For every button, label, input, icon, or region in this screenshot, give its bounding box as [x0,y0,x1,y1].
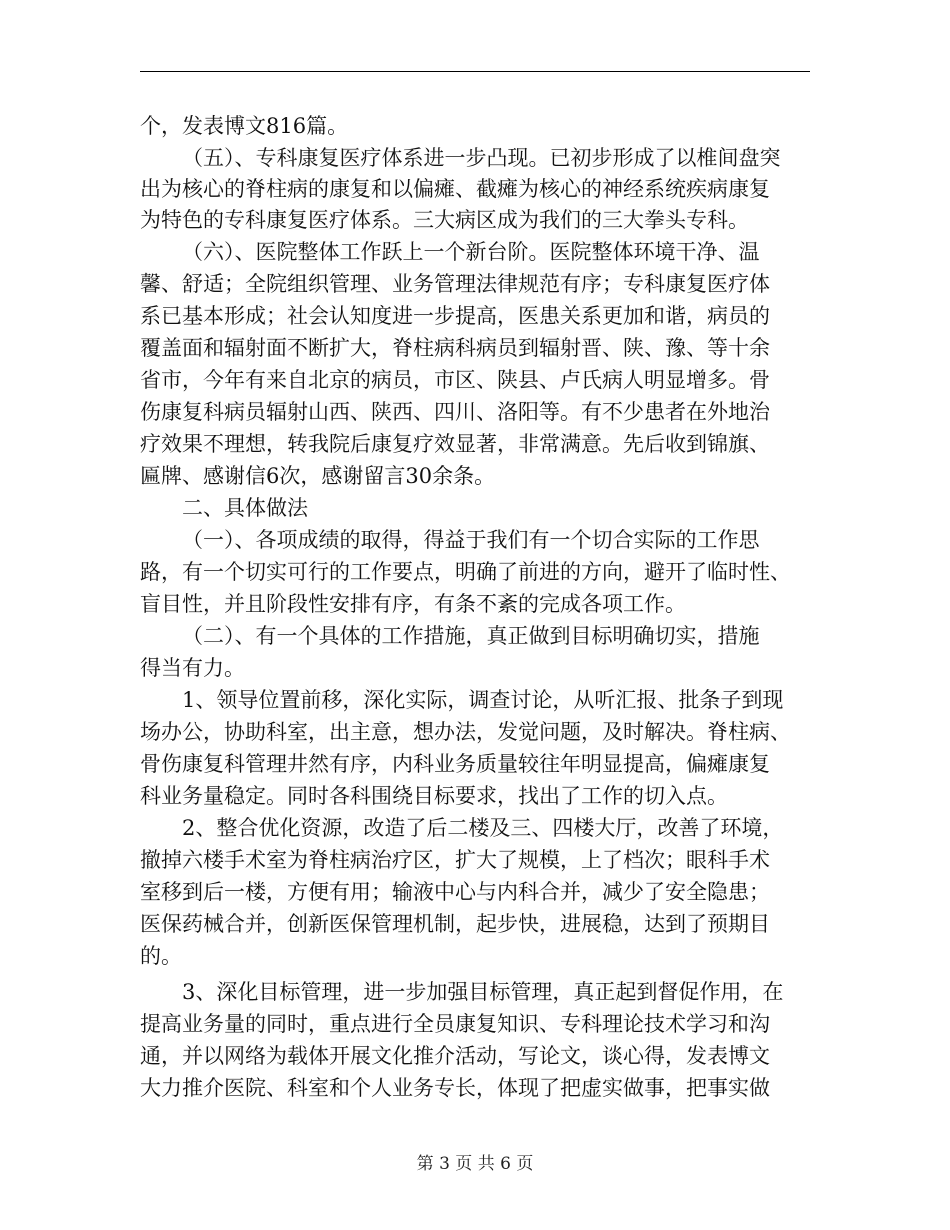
text-line: 2、整合优化资源，改造了后二楼及三、四楼大厅，改善了环境， [182,816,784,840]
text-line: 场办公，协助科室，出主意，想办法，发觉问题，及时解决。脊柱病、 [140,720,791,744]
header-rule [140,71,810,72]
text-line: 1、领导位置前移，深化实际，调查讨论，从听汇报、批条子到现 [182,688,784,712]
text-line: （五）、专科康复医疗体系进一步凸现。已初步形成了以椎间盘突 [182,146,781,170]
text-line: 大力推介医院、科室和个人业务专长，体现了把虚实做事，把事实做 [140,1076,770,1100]
text-line: 覆盖面和辐射面不断扩大，脊柱病科病员到辐射晋、陕、豫、等十余 [140,336,770,360]
text-line: 为特色的专科康复医疗体系。三大病区成为我们的三大拳头专科。 [140,208,749,232]
text-line: 系已基本形成；社会认知度进一步提高，医患关系更加和谐，病员的 [140,304,770,328]
text-line: 出为核心的脊柱病的康复和以偏瘫、截瘫为核心的神经系统疾病康复 [140,177,770,201]
text-line: 路，有一个切实可行的工作要点，明确了前进的方向，避开了临时性、 [140,560,791,584]
text-line: （一）、各项成绩的取得，得益于我们有一个切合实际的工作思 [182,528,760,552]
text-line: 的。 [140,944,182,968]
text-line: 得当有力。 [140,656,245,680]
text-line: 匾牌、感谢信6次，感谢留言30余条。 [140,464,496,488]
text-line: 二、具体做法 [182,496,308,520]
text-line: 骨伤康复科管理井然有序，内科业务质量较往年明显提高，偏瘫康复 [140,752,770,776]
text-line: 室移到后一楼，方便有用；输液中心与内科合并，减少了安全隐患； [140,880,770,904]
text-line: 通，并以网络为载体开展文化推介活动，写论文，谈心得，发表博文 [140,1044,770,1068]
text-line: 馨、舒适；全院组织管理、业务管理法律规范有序；专科康复医疗体 [140,272,770,296]
text-line: 疗效果不理想，转我院后康复疗效显著，非常满意。先后收到锦旗、 [140,432,770,456]
text-line: （六）、医院整体工作跃上一个新台阶。医院整体环境干净、温 [182,240,760,264]
text-line: 盲目性，并且阶段性安排有序，有条不紊的完成各项工作。 [140,592,686,616]
text-line: 伤康复科病员辐射山西、陕西、四川、洛阳等。有不少患者在外地治 [140,400,770,424]
text-line: 撤掉六楼手术室为脊柱病治疗区，扩大了规模，上了档次；眼科手术 [140,848,770,872]
text-line: 3、深化目标管理，进一步加强目标管理，真正起到督促作用，在 [182,980,784,1004]
text-line: 个，发表博文816篇。 [140,114,349,138]
text-line: （二）、有一个具体的工作措施，真正做到目标明确切实，措施 [182,624,760,648]
text-line: 提高业务量的同时，重点进行全员康复知识、专科理论技术学习和沟 [140,1012,770,1036]
text-line: 医保药械合并，创新医保管理机制，起步快，进展稳，达到了预期目 [140,912,770,936]
text-line: 省市，今年有来自北京的病员，市区、陕县、卢氏病人明显增多。骨 [140,368,770,392]
text-line: 科业务量稳定。同时各科围绕目标要求，找出了工作的切入点。 [140,784,728,808]
page-number-footer: 第 3 页 共 6 页 [416,1154,534,1174]
